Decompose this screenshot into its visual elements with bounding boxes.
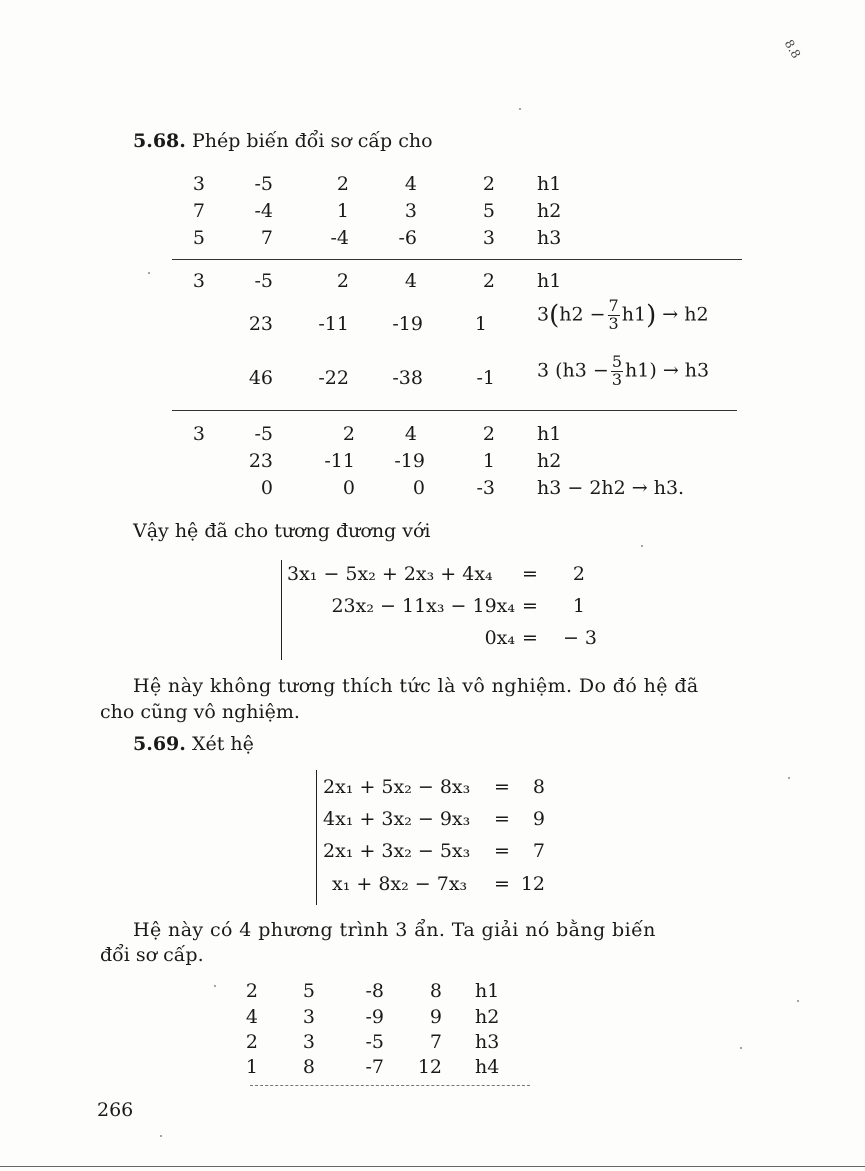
exercise-569-number: 5.69. xyxy=(133,733,186,755)
cell: 4 xyxy=(404,270,417,292)
equation-lhs: 2x₁ + 3x₂ − 5x₃ xyxy=(323,840,471,862)
row-label: h3 − 2h2 → h3. xyxy=(537,477,685,499)
row-operation: 3(h2 − $\frac{7}{3}$ h1) → h2 xyxy=(537,296,709,333)
cell: 0 xyxy=(412,477,425,499)
scan-speck xyxy=(788,777,790,779)
equation-rhs: 8 xyxy=(532,776,545,798)
exercise-568-heading xyxy=(133,132,433,151)
cell: 3 xyxy=(302,1031,315,1053)
paragraph-line: Hệ này có 4 phương trình 3 ẩn. Ta giải nó bằng biến xyxy=(133,919,656,941)
cell: 4 xyxy=(404,423,417,445)
equation-equals: = xyxy=(522,627,538,649)
cell: -5 xyxy=(254,270,273,292)
cell: 8 xyxy=(302,1056,315,1078)
row-label: h1 xyxy=(537,423,562,445)
equation-rhs: − 3 xyxy=(562,627,597,649)
op-term: h2 − xyxy=(559,303,606,326)
paragraph-line: đổi sơ cấp. xyxy=(100,944,204,966)
cell: -1 xyxy=(476,367,495,389)
cell: -9 xyxy=(365,1006,384,1028)
equation-equals: = xyxy=(522,563,538,585)
cell: 7 xyxy=(429,1031,442,1053)
row-label: h2 xyxy=(537,450,562,472)
row-label: h2 xyxy=(475,1006,500,1028)
row-label: h1 xyxy=(537,270,562,292)
cell: 1 xyxy=(245,1056,258,1078)
equation-rhs: 2 xyxy=(572,563,585,585)
cell: 0 xyxy=(260,477,273,499)
exercise-569-heading xyxy=(133,735,254,754)
cell: 3 xyxy=(404,200,417,222)
scan-speck xyxy=(641,545,643,547)
cell: 5 xyxy=(192,227,205,249)
cell: 12 xyxy=(417,1056,442,1078)
cell: 7 xyxy=(192,200,205,222)
op-term: h1 xyxy=(621,303,647,326)
cell: -4 xyxy=(254,200,273,222)
corner-mark: 8.8 xyxy=(781,37,804,61)
equation-lhs: x₁ + 8x₂ − 7x₃ xyxy=(332,873,468,895)
cell: 3 xyxy=(192,423,205,445)
equation-rhs: 12 xyxy=(520,873,545,895)
separator-line xyxy=(172,410,737,411)
equation-lhs: 2x₁ + 5x₂ − 8x₃ xyxy=(323,776,471,798)
scan-speck xyxy=(740,1047,742,1049)
cell: -3 xyxy=(476,477,495,499)
scan-speck xyxy=(519,108,521,110)
cell: -38 xyxy=(392,367,423,389)
cell: 5 xyxy=(302,980,315,1002)
cell: 4 xyxy=(404,173,417,195)
equation-lhs: 3x₁ − 5x₂ + 2x₃ + 4x₄ xyxy=(287,563,493,585)
fraction: $\frac{5}{3}$ xyxy=(611,352,623,389)
cell: 1 xyxy=(336,200,349,222)
page-bottom-rule xyxy=(0,1166,865,1167)
cell: -19 xyxy=(394,450,425,472)
cell: 7 xyxy=(260,227,273,249)
cell: 1 xyxy=(482,450,495,472)
equation-rhs: 1 xyxy=(572,595,585,617)
cell: 1 xyxy=(474,313,487,335)
exercise-569-title: Xét hệ xyxy=(191,733,254,755)
paragraph-line: Hệ này không tương thích tức là vô nghiệm. Do đó hệ đã xyxy=(133,675,699,697)
equation-lhs: 4x₁ + 3x₂ − 9x₃ xyxy=(323,808,471,830)
cell: 3 xyxy=(482,227,495,249)
equation-rhs: 7 xyxy=(532,840,545,862)
cell: -22 xyxy=(318,367,349,389)
separator-line xyxy=(172,259,742,260)
scan-speck xyxy=(214,985,216,987)
conclusion-intro: Vậy hệ đã cho tương đương với xyxy=(133,520,431,542)
cell: -5 xyxy=(365,1031,384,1053)
cell: 4 xyxy=(245,1006,258,1028)
cell: 2 xyxy=(482,173,495,195)
scan-speck xyxy=(160,1135,162,1137)
cell: -8 xyxy=(365,980,384,1002)
cell: 2 xyxy=(245,1031,258,1053)
cell: 2 xyxy=(245,980,258,1002)
row-label: h4 xyxy=(475,1056,500,1078)
cell: -19 xyxy=(392,313,423,335)
cell: 8 xyxy=(429,980,442,1002)
cell: 5 xyxy=(482,200,495,222)
cell: 3 xyxy=(192,173,205,195)
cell: 3 xyxy=(192,270,205,292)
cell: 2 xyxy=(336,173,349,195)
cell: -7 xyxy=(365,1056,384,1078)
equation-equals: = xyxy=(494,808,510,830)
equation-equals: = xyxy=(494,776,510,798)
system-brace xyxy=(316,770,317,905)
equation-equals: = xyxy=(494,873,510,895)
row-label: h2 xyxy=(537,200,562,222)
scan-speck xyxy=(797,1000,799,1002)
cell: 46 xyxy=(248,367,273,389)
row-operation xyxy=(537,354,709,389)
op-term: h1) xyxy=(625,359,657,382)
row-label: h1 xyxy=(537,173,562,195)
op-term: 3 (h3 − xyxy=(537,359,609,382)
cell: 2 xyxy=(336,270,349,292)
op-arrow: → h3 xyxy=(662,359,710,382)
cell: 2 xyxy=(342,423,355,445)
cell: -6 xyxy=(398,227,417,249)
cell: 3 xyxy=(302,1006,315,1028)
equation-rhs: 9 xyxy=(532,808,545,830)
row-label: h3 xyxy=(475,1031,500,1053)
cell: 9 xyxy=(429,1006,442,1028)
cell: 2 xyxy=(482,270,495,292)
equation-equals: = xyxy=(494,840,510,862)
cell: -5 xyxy=(254,173,273,195)
equation-equals: = xyxy=(522,595,538,617)
page-number: 266 xyxy=(97,1099,134,1121)
cell: 2 xyxy=(482,423,495,445)
cell: 0 xyxy=(342,477,355,499)
cell: -5 xyxy=(254,423,273,445)
op-arrow: → h2 xyxy=(662,303,709,326)
cell: -11 xyxy=(318,313,349,335)
row-label: h1 xyxy=(475,980,500,1002)
exercise-568-number: 5.68. xyxy=(133,130,186,152)
cell: 23 xyxy=(248,450,273,472)
op-coefficient: 3 xyxy=(537,303,550,326)
scan-speck xyxy=(148,272,150,274)
cell: -4 xyxy=(330,227,349,249)
paragraph-line: cho cũng vô nghiệm. xyxy=(100,701,300,723)
row-label: h3 xyxy=(537,227,562,249)
exercise-568-title: Phép biến đổi sơ cấp cho xyxy=(191,130,433,152)
equation-lhs: 0x₄ xyxy=(484,627,515,649)
system-brace xyxy=(281,560,282,660)
separator-line xyxy=(250,1085,530,1086)
cell: -11 xyxy=(324,450,355,472)
fraction: $\frac{7}{3}$ xyxy=(608,296,619,333)
equation-lhs: 23x₂ − 11x₃ − 19x₄ xyxy=(331,595,515,617)
cell: 23 xyxy=(248,313,273,335)
